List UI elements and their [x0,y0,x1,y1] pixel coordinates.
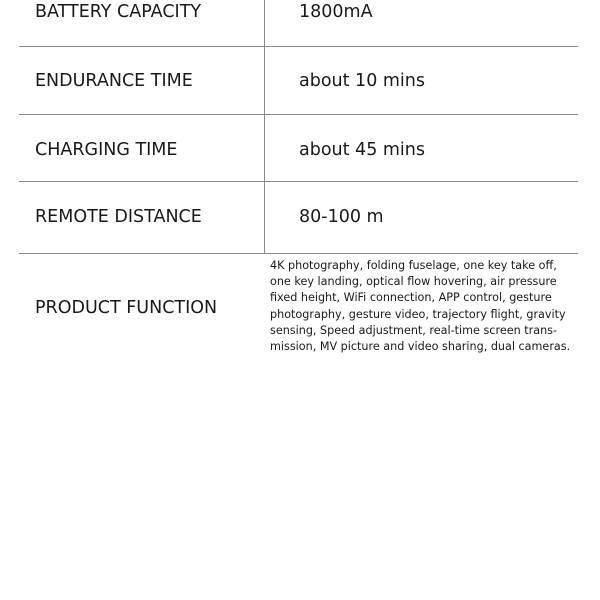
product-function-description [270,258,576,355]
function-line: 4K photography, folding fuselage, one key take off, [270,259,557,272]
row-divider [19,253,578,254]
battery-capacity-value: 1800mA [299,2,373,22]
endurance-time-label: ENDURANCE TIME [35,71,193,91]
function-line: fixed height, WiFi connection, APP control, gesture [270,291,552,305]
battery-capacity-label: BATTERY CAPACITY [35,2,202,22]
row-divider [19,181,578,182]
product-function-label: PRODUCT FUNCTION [35,298,218,318]
function-line: sensing, Speed adjustment, real-time screen trans- [270,323,558,337]
remote-distance-label: REMOTE DISTANCE [35,207,202,227]
column-divider [264,0,265,253]
function-line: one key landing, optical flow hovering, air pressure [270,275,557,289]
charging-time-value: about 45 mins [299,140,426,160]
row-divider [19,114,578,115]
charging-time-label: CHARGING TIME [35,140,178,160]
row-divider [19,46,578,47]
endurance-time-value: about 10 mins [299,71,426,91]
function-line: mission, MV picture and video sharing, dual cameras. [270,340,571,354]
function-line: photography, gesture video, trajectory flight, gravity [270,307,566,321]
remote-distance-value: 80-100 m [299,207,384,227]
